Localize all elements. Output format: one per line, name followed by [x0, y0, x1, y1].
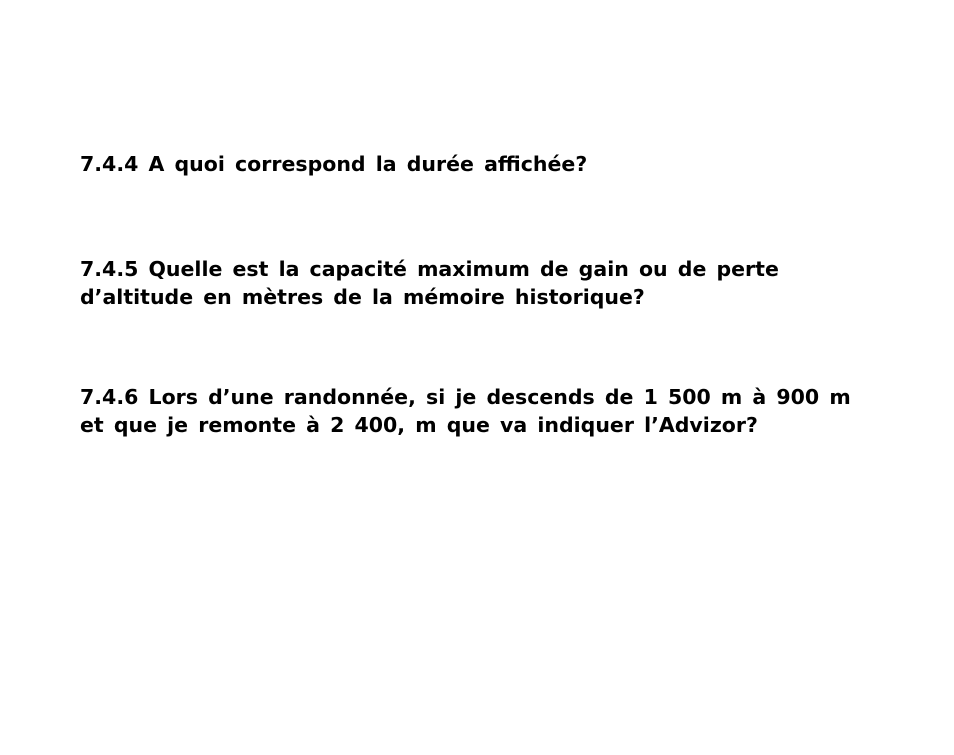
- question-line: 7.4.6 Lors d’une randonnée, si je descends de 1 500 m à 900 m: [80, 385, 851, 409]
- question-line: 7.4.5 Quelle est la capacité maximum de gain ou de perte: [80, 257, 779, 281]
- question-line: et que je remonte à 2 400, m que va indiquer l’Advizor?: [80, 413, 758, 437]
- question-7-4-6: [80, 383, 880, 439]
- question-line: d’altitude en mètres de la mémoire historique?: [80, 285, 645, 309]
- question-line: 7.4.4 A quoi correspond la durée affichée?: [80, 152, 588, 176]
- question-7-4-4: [80, 150, 880, 178]
- question-7-4-5: [80, 255, 880, 311]
